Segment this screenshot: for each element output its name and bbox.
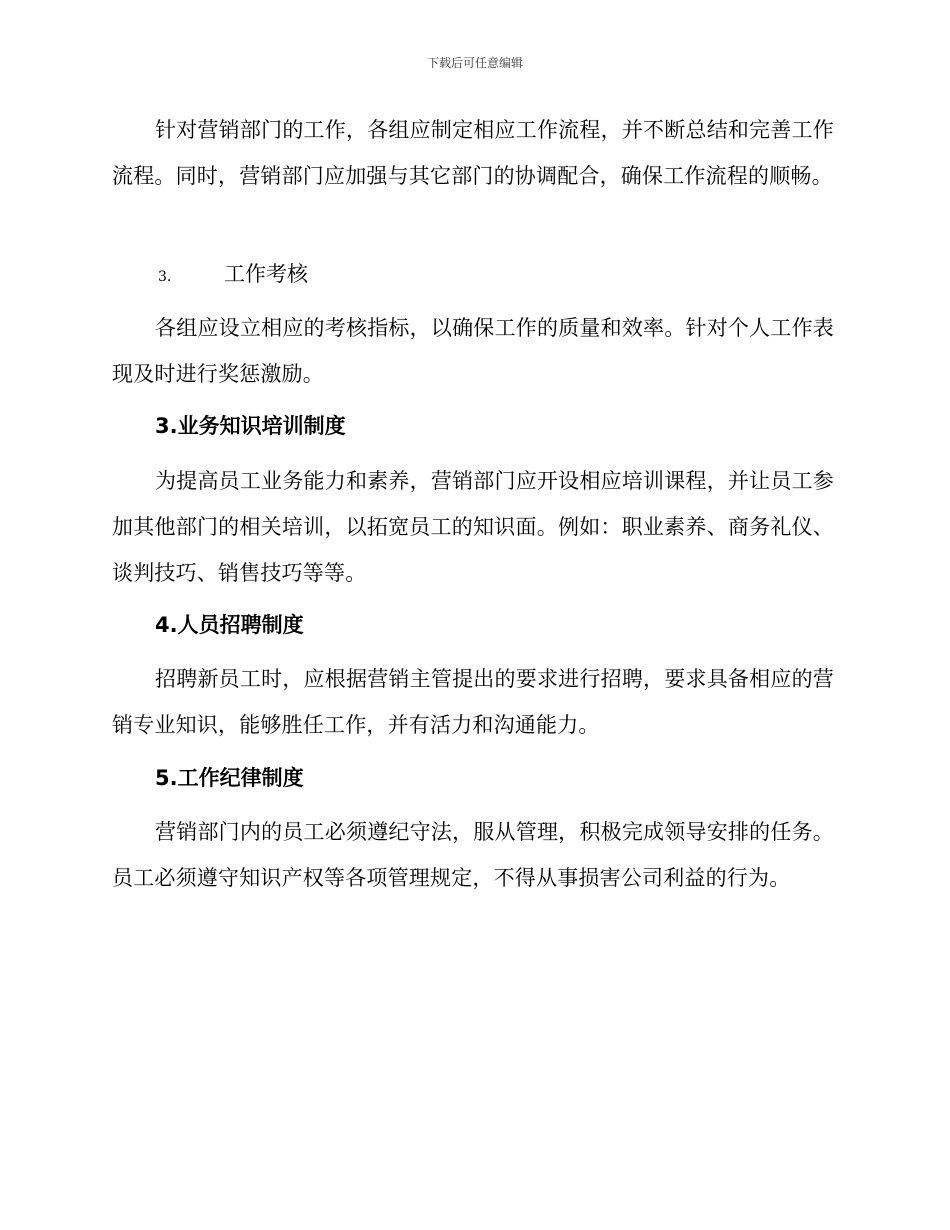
item-number: 3.	[158, 269, 172, 285]
section-heading-discipline: 5.工作纪律制度	[155, 766, 304, 790]
numbered-item-work-assessment	[158, 251, 308, 300]
paragraph-recruitment: 招聘新员工时，应根据营销主管提出的要求进行招聘，要求具备相应的营销专业知识，能够胜任工作，并有活力和沟通能力。	[112, 667, 834, 737]
paragraph-workflow: 针对营销部门的工作，各组应制定相应工作流程，并不断总结和完善工作流程。同时，营销部门应加强与其它部门的协调配合，确保工作流程的顺畅。	[112, 118, 834, 188]
item-title: 工作考核	[224, 262, 308, 286]
paragraph-discipline: 营销部门内的员工必须遵纪守法，服从管理，积极完成领导安排的任务。员工必须遵守知识产权等各项管理规定，不得从事损害公司利益的行为。	[112, 820, 834, 890]
paragraph-assessment: 各组应设立相应的考核指标，以确保工作的质量和效率。针对个人工作表现及时进行奖惩激励。	[112, 316, 834, 386]
page-header: 下载后可任意编辑	[426, 56, 523, 70]
paragraph-training: 为提高员工业务能力和素养，营销部门应开设相应培训课程，并让员工参加其他部门的相关培训，以拓宽员工的知识面。例如：职业素养、商务礼仪、谈判技巧、销售技巧等等。	[112, 469, 834, 585]
section-heading-training: 3.业务知识培训制度	[155, 414, 346, 438]
section-heading-recruitment: 4.人员招聘制度	[155, 613, 304, 637]
